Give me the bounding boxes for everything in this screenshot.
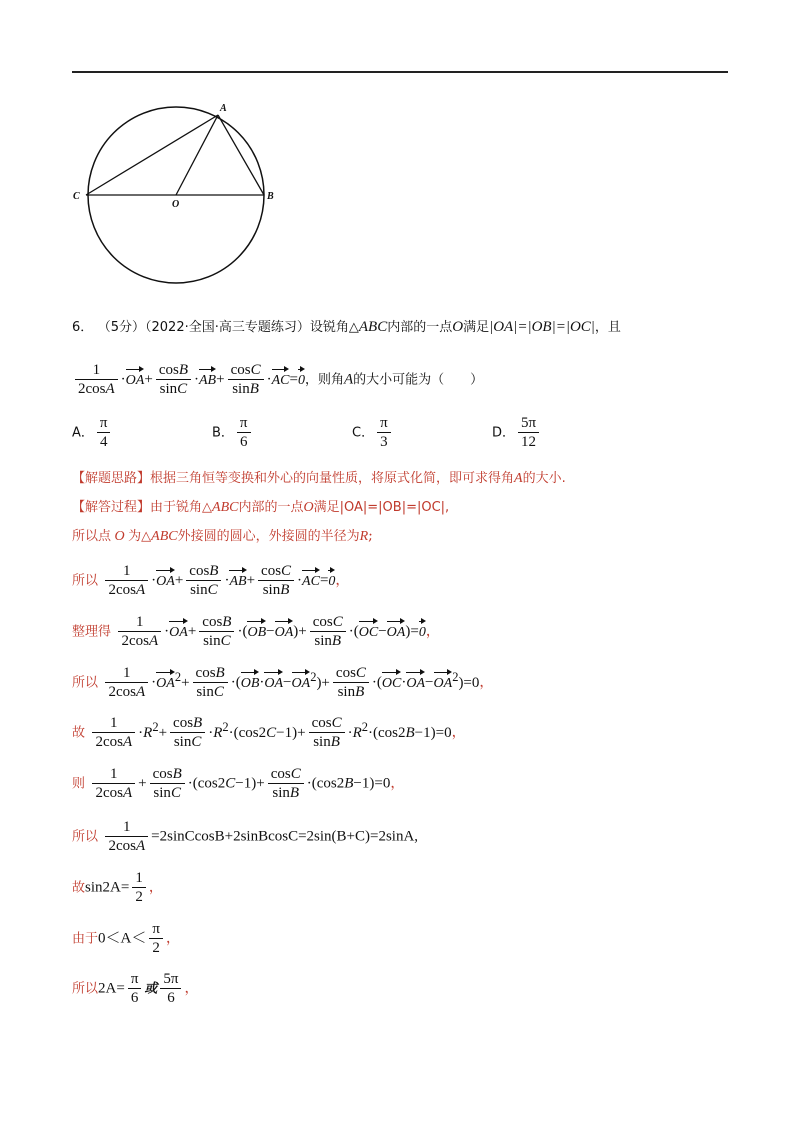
segment-ab [218,115,264,195]
label-c: C [73,191,80,202]
option-b[interactable]: B． $\frac{\pi}{6}$ [212,414,254,451]
solution-step-6: 则 $\frac{1}{2\cos A}$ + $\frac{\cos B}{\sin C}$ ·(cos2C−1)+ $\frac{\cos C}{\sin B}$ ·(cos2B−1)=0， [72,766,405,801]
question-number: 6． [72,320,94,335]
question-source: （2022·全国·高三专题练习） [145,320,310,335]
circle-figure [64,100,304,300]
question-score: （5分） [97,320,146,335]
label-a: A [220,103,227,114]
label-b: B [267,191,274,202]
label-o: O [172,199,180,210]
solution-step-4: 所以 $\frac{1}{2\cos A}$ $\cdot OA^2+$ $\frac{\cos B}{\sin C}$ $\cdot(OB\cdot OA-OA^2)+$ $\frac{\cos C}{\sin B}$ $\cdot(OC\cdot OA-OA^2)=0$， [72,665,494,700]
segment-ca [86,115,218,195]
solution-step-7: 所以 $\frac{1}{2\cos A}$ =2sinCcosB+2sinBcosC=2sin(B+C)=2sinA, [72,819,419,854]
question-equation: $\frac{1}{2\cos A}$ ·OA+ $\frac{\cos B}{\sin C}$ ·AB+ $\frac{\cos C}{\sin B}$ ·AC=0，则角A的大小可能为（ ） [72,361,483,398]
option-c[interactable]: C． $\frac{\pi}{3}$ [352,414,394,451]
solution-step-3: 整理得 $\frac{1}{2\cos A}$ ·OA+ $\frac{\cos B}{\sin C}$ ·(OB−OA)+ $\frac{\cos C}{\sin B}$ ·(OC−OA)=0， [72,614,440,649]
question-stem: 6． （5分）（2022·全国·高三专题练习）设锐角△ABC内部的一点O满足|OA|=|OB|=|OC|，且 [72,319,621,335]
solution-process: 【解答过程】由于锐角△ABC内部的一点O满足|OA|=|OB|=|OC|, [72,500,450,515]
solution-step-9: 由于0＜A＜ $\frac{\pi}{2}$ ， [72,921,180,956]
header-rule [72,71,728,73]
solution-step-5: 故 $\frac{1}{2\cos A}$ $\cdot R^2+$ $\frac{\cos B}{\sin C}$ $\cdot R^2\cdot(\cos 2C-1)+$ $\frac{\cos C}{\sin B}$ $\cdot R^2\cdot(\cos 2B-1)=0$， [72,715,466,750]
solution-step-10: 所以2A= $\frac{\pi}{6}$ 或 $\frac{5\pi}{6}$ ， [72,971,199,1006]
option-a[interactable]: A． $\frac{\pi}{4}$ [72,414,113,451]
option-d[interactable]: D． $\frac{5\pi}{12}$ [492,414,542,451]
solution-step-2: 所以 $\frac{1}{2\cos A}$ ·OA+ $\frac{\cos B}{\sin C}$ ·AB+ $\frac{\cos C}{\sin B}$ ·AC=0， [72,563,350,598]
solution-step-1: 所以点 O 为△ABC外接圆的圆心，外接圆的半径为R; [72,528,373,544]
solution-step-8: 故sin2A= $\frac{1}{2}$ ， [72,870,163,905]
condition: |OA|=|OB|=|OC| [489,319,595,335]
solution-idea: 【解题思路】根据三角恒等变换和外心的向量性质，将原式化简，即可求得角A的大小. [72,471,566,486]
